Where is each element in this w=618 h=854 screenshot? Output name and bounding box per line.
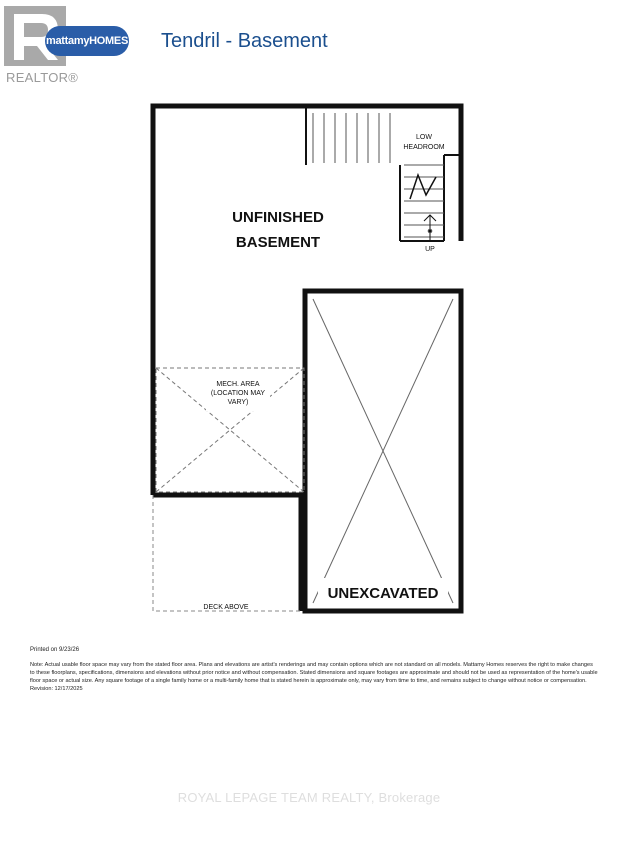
disclaimer-note: Note: Actual usable floor space may vary from the stated floor area. Plans and elevations are artist's renderings and may contain options which are not standard on all models. Mattamy Homes reserves the right to make changes to these floorplans, specifications, dimensions and elevations without prior notice and without compensation. Stated dimensions and square footages are approximate and should not be used as representation of the home's usable floor space or actual size. Any square footage of a single family home or a multi-family home that is stated herein is approximate only, may vary from time to time, and remains subject to change without notice or compensation. Revision: 12/17/2025	[30, 662, 598, 692]
brokerage-watermark: ROYAL LEPAGE TEAM REALTY, Brokerage	[177, 790, 441, 805]
printed-on-date: Printed on 9/23/26	[30, 647, 80, 653]
unexcavated-room	[305, 291, 461, 611]
mech-area-label: MECH. AREA	[216, 381, 260, 388]
low-headroom-label: LOW	[416, 134, 432, 141]
mech-area-label-2: (LOCATION MAY	[210, 390, 266, 397]
unexcavated-label: UNEXCAVATED	[327, 585, 439, 602]
realtor-label: REALTOR®	[6, 70, 79, 85]
page-title: Tendril - Basement	[161, 30, 328, 52]
basement-floorplan	[148, 103, 468, 615]
stair-opening	[306, 106, 461, 241]
low-headroom-label-2: HEADROOM	[403, 144, 445, 151]
up-label: UP	[425, 246, 435, 253]
unfinished-label: UNFINISHED	[232, 209, 324, 226]
stair-treads	[313, 113, 444, 241]
deck-above	[153, 495, 301, 611]
basement-label: BASEMENT	[235, 234, 321, 251]
deck-above-label: DECK ABOVE	[203, 604, 249, 611]
mattamy-homes-logo: mattamyHOMES	[45, 26, 129, 56]
mech-area-label-3: VARY)	[227, 399, 249, 406]
